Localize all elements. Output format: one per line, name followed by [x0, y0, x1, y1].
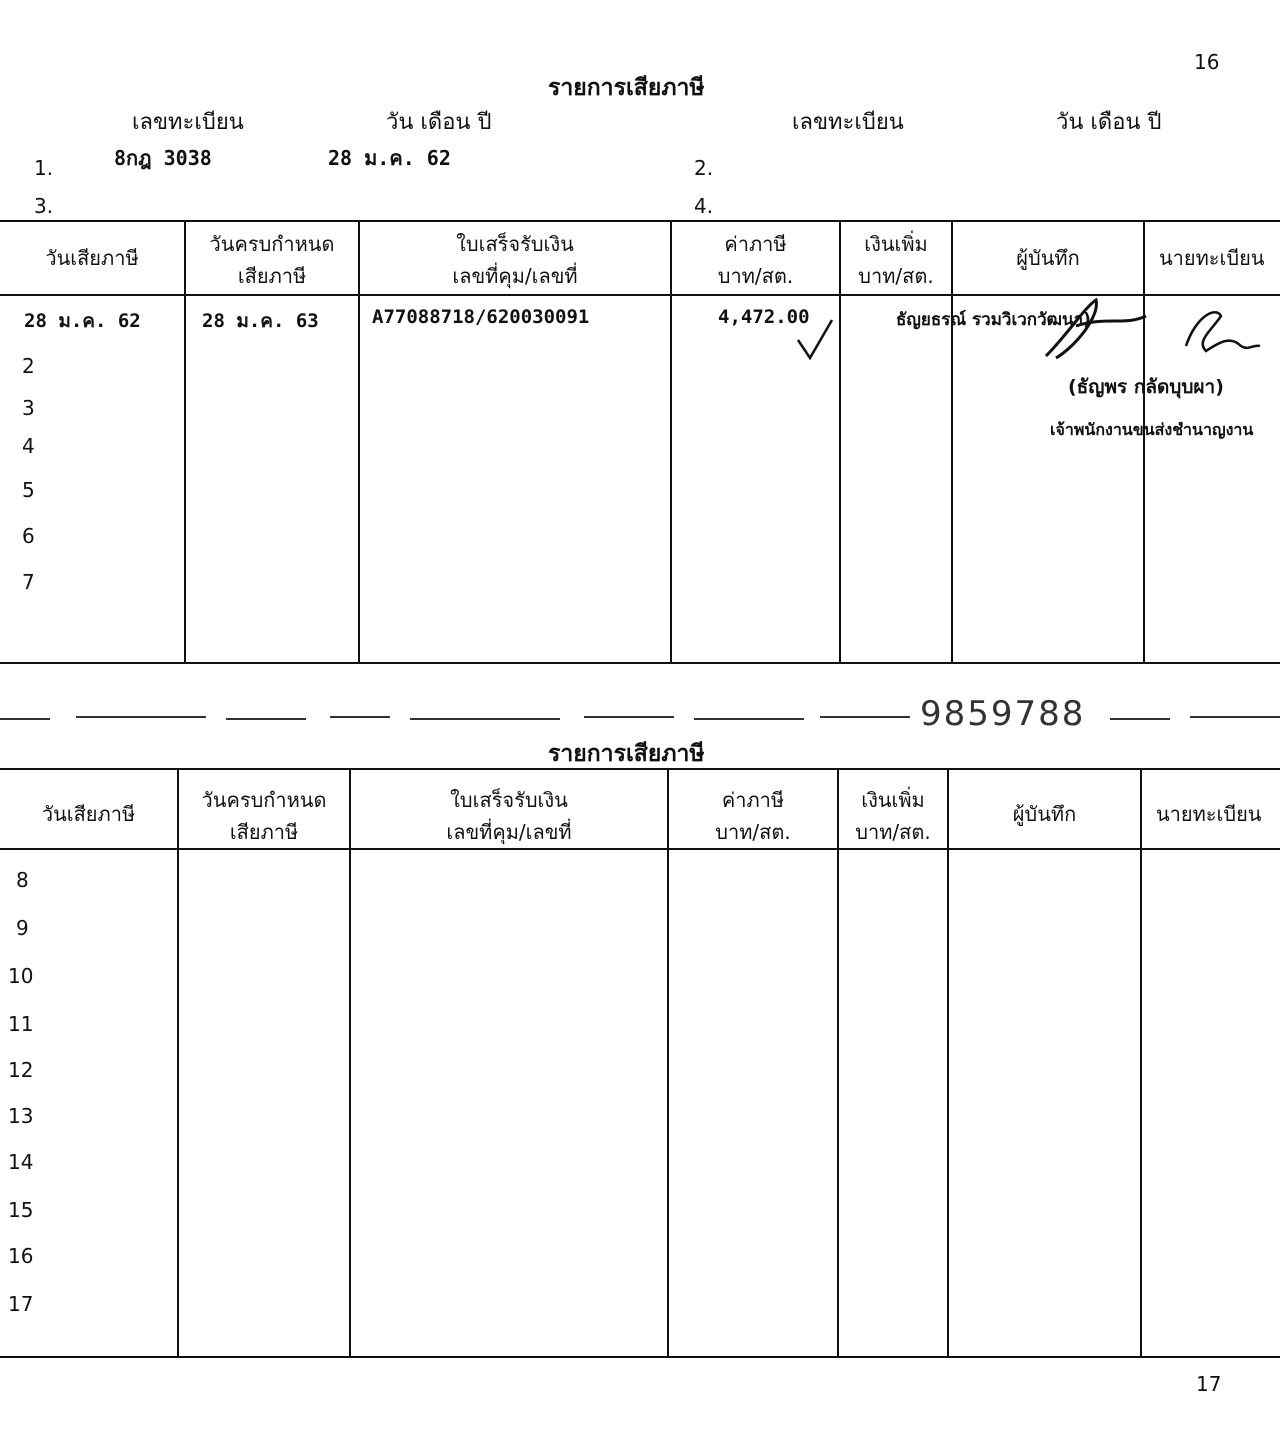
row-number: 16	[8, 1244, 34, 1268]
cell-recorder-stamp: ธัญยธรณ์ รวมวิเวกวัฒนา)	[896, 310, 1091, 330]
section-title-2: รายการเสียภาษี	[548, 741, 705, 767]
entry-date: 28 ม.ค. 62	[328, 146, 451, 170]
section-title: รายการเสียภาษี	[548, 75, 705, 101]
column-header-pay-date: วันเสียภาษี	[45, 246, 139, 270]
cell-tax-amount: 4,472.00	[718, 306, 810, 328]
row-number: 9	[16, 916, 29, 940]
header-date-label-right: วัน เดือน ปี	[1056, 110, 1162, 135]
column-header-registrar: นายทะเบียน	[1156, 802, 1262, 826]
column-header-recorder: ผู้บันทึก	[1016, 246, 1080, 270]
entry-number: 1.	[34, 156, 54, 180]
row-number: 14	[8, 1150, 34, 1174]
row-number: 8	[16, 868, 29, 892]
row-number: 17	[8, 1292, 34, 1316]
page-number-bottom: 17	[1196, 1372, 1222, 1396]
entry-registration: 8กฎ 3038	[114, 146, 212, 170]
registrar-name: (ธัญพร กลัดบุบผา)	[1068, 376, 1224, 398]
stray-number: 9859788	[920, 694, 1086, 732]
header-date-label: วัน เดือน ปี	[386, 110, 492, 135]
row-number: 5	[22, 478, 35, 502]
row-number: 11	[8, 1012, 34, 1036]
column-header-surcharge: เงินเพิ่ม บาท/สต.	[855, 788, 931, 844]
column-header-tax: ค่าภาษี บาท/สต.	[717, 232, 794, 288]
entry-number: 4.	[694, 194, 714, 218]
entry-number: 2.	[694, 156, 714, 180]
column-header-registrar: นายทะเบียน	[1159, 246, 1265, 270]
cell-receipt: A77088718/620030091	[372, 306, 590, 328]
header-registration-label-right: เลขทะเบียน	[792, 110, 904, 135]
column-header-due-date: วันครบกำหนด เสียภาษี	[201, 788, 327, 844]
row-number: 6	[22, 524, 35, 548]
cell-due-date: 28 ม.ค. 63	[202, 310, 319, 332]
row-number: 7	[22, 570, 35, 594]
column-header-surcharge: เงินเพิ่ม บาท/สต.	[858, 232, 934, 288]
column-header-receipt: ใบเสร็จรับเงิน เลขที่คุม/เลขที่	[452, 232, 578, 288]
row-number: 4	[22, 434, 35, 458]
row-number: 15	[8, 1198, 34, 1222]
page-number-top: 16	[1194, 50, 1220, 74]
row-number: 3	[22, 396, 35, 420]
column-header-tax: ค่าภาษี บาท/สต.	[715, 788, 791, 844]
header-registration-label: เลขทะเบียน	[132, 110, 244, 135]
row-number: 2	[22, 354, 35, 378]
column-header-recorder: ผู้บันทึก	[1012, 802, 1077, 826]
column-header-due-date: วันครบกำหนด เสียภาษี	[209, 232, 335, 288]
column-header-pay-date: วันเสียภาษี	[41, 802, 136, 826]
checkmark-icon	[796, 318, 836, 362]
row-number: 13	[8, 1104, 34, 1128]
cell-pay-date: 28 ม.ค. 62	[24, 310, 141, 332]
row-number: 12	[8, 1058, 34, 1082]
signature-icon	[1016, 296, 1266, 366]
column-header-receipt: ใบเสร็จรับเงิน เลขที่คุม/เลขที่	[446, 788, 572, 844]
row-number: 10	[8, 964, 34, 988]
registrar-title: เจ้าพนักงานขนส่งชำนาญงาน	[1050, 420, 1254, 439]
entry-number: 3.	[34, 194, 54, 218]
